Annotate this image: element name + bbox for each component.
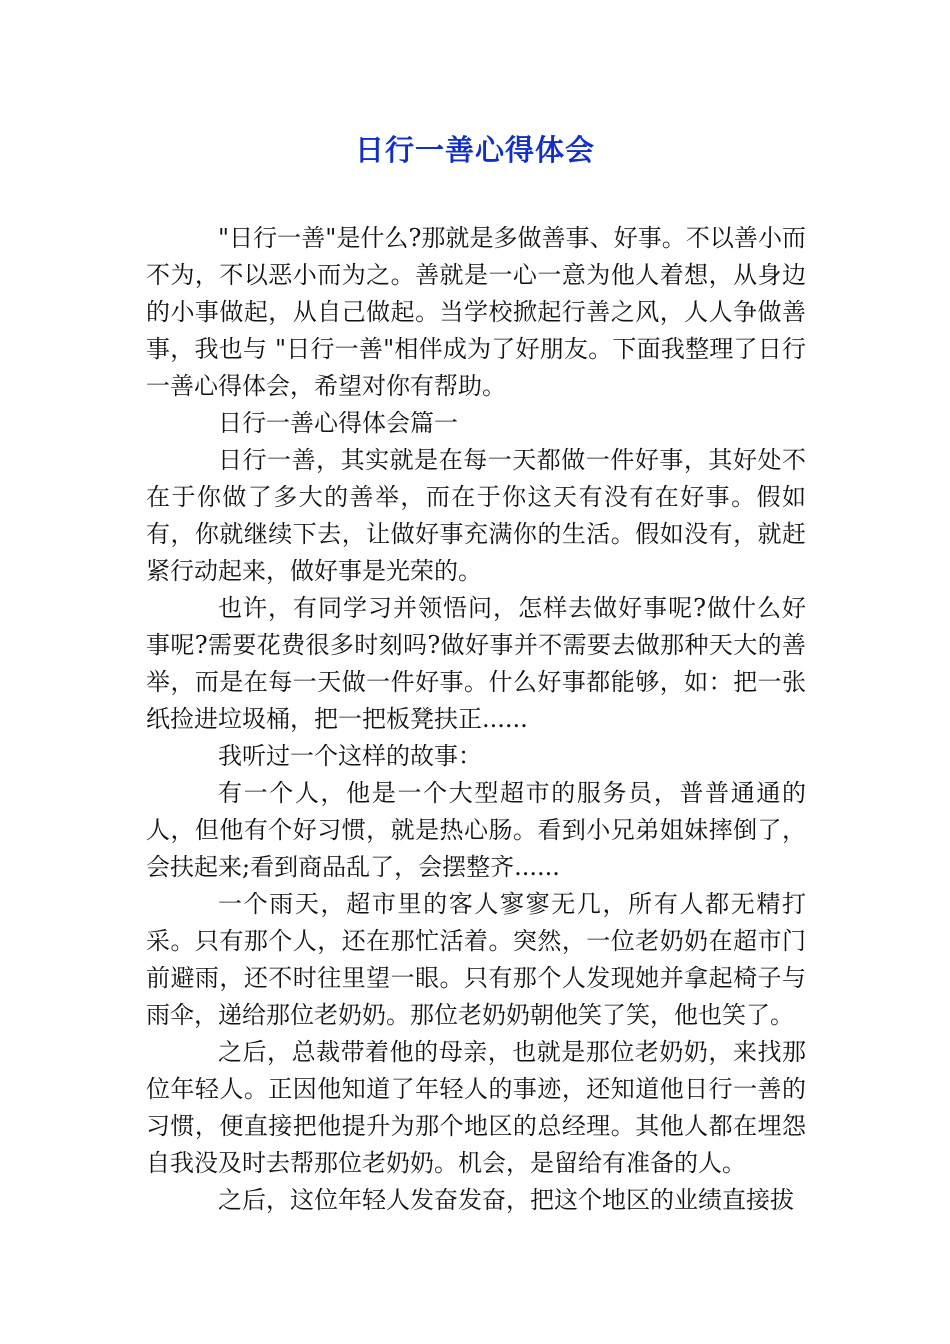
paragraph: 我听过一个这样的故事： xyxy=(218,742,482,770)
paragraph: 日行一善，其实就是在每一天都做一件好事，其好处不在于你做了多大的善举，而在于你这天有没有在好事。假如有，你就继续下去，让做好事充满你的生活。假如没有，就赶紧行动起来，做好事是光荣的。 xyxy=(146,446,806,585)
document-title: 日行一善心得体会 xyxy=(354,133,595,167)
paragraph: 之后，总裁带着他的母亲，也就是那位老奶奶，来找那位年轻人。正因他知道了年轻人的事迹，还知道他日行一善的习惯，便直接把他提升为那个地区的总经理。其他人都在埋怨自我没及时去帮那位老奶奶。机会，是留给有准备的人。 xyxy=(146,1038,806,1177)
paragraph: 也许，有同学习并领悟问，怎样去做好事呢?做什么好事呢?需要花费很多时刻吗?做好事并不需要去做那种天大的善举，而是在每一天做一件好事。什么好事都能够，如：把一张纸捡进垃圾桶，把一把板凳扶正...... xyxy=(146,594,806,733)
paragraph: 之后，这位年轻人发奋发奋，把这个地区的业绩直接拔 xyxy=(218,1186,794,1214)
paragraph-intro: "日行一善"是什么?那就是多做善事、好事。不以善小而不为，不以恶小而为之。善就是一心一意为他人着想，从身边的小事做起，从自己做起。当学校掀起行善之风，人人争做善事，我也与 "日行一善"相伴成为了好朋友。下面我整理了日行一善心得体会，希望对你有帮助。 xyxy=(146,224,806,400)
section-heading: 日行一善心得体会篇一 xyxy=(218,409,458,437)
document-body xyxy=(146,220,806,1219)
paragraph: 一个雨天，超市里的客人寥寥无几，所有人都无精打采。只有那个人，还在那忙活着。突然，一位老奶奶在超市门前避雨，还不时往里望一眼。只有那个人发现她并拿起椅子与雨伞，递给那位老奶奶。那位老奶奶朝他笑了笑，他也笑了。 xyxy=(146,890,806,1029)
paragraph: 有一个人，他是一个大型超市的服务员，普普通通的人，但他有个好习惯，就是热心肠。看到小兄弟姐妹摔倒了，会扶起来;看到商品乱了，会摆整齐...... xyxy=(146,779,806,881)
